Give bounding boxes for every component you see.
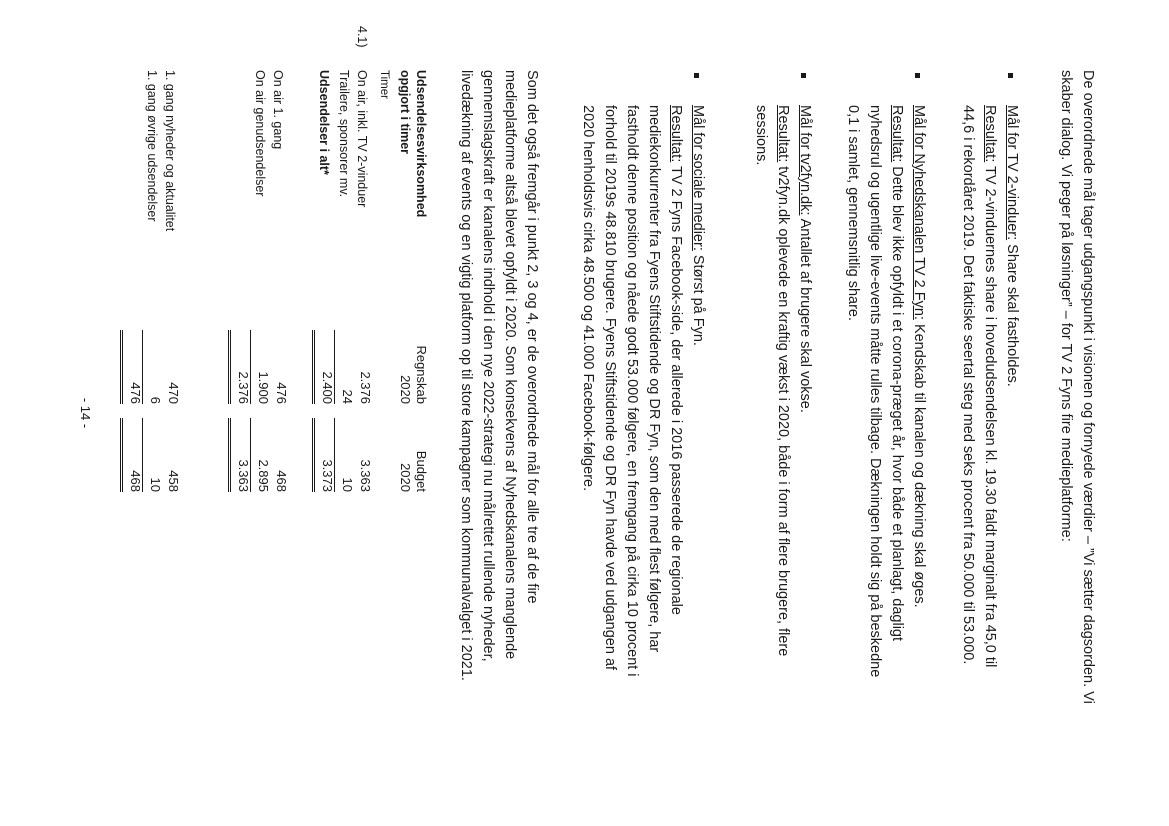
goal-tv2fyn-dk-title: Mål for tv2fyn.dk: Antallet af brugere skal vokse.	[797, 105, 813, 413]
table-cell-regnskab: 6	[148, 396, 163, 404]
goal-sociale-medier-result-cont: mediekonkurrenter fra Fyens Stiftstidende og DR Fyn, som den med flest følgere, har	[646, 105, 662, 653]
table-row-label: 1. gang øvrige udsendelser	[145, 70, 159, 222]
total-rule	[122, 418, 123, 492]
table-cell-budget: 468	[274, 470, 289, 492]
table-cell-regnskab: 24	[340, 389, 355, 404]
bullet-icon	[694, 73, 699, 78]
table-cell-regnskab: 476	[274, 382, 289, 404]
table-row-label: On air genudsendelser	[253, 70, 267, 197]
table-row-label-total: Udsendelser i alt*	[317, 70, 331, 175]
page-number: - 14 -	[78, 397, 93, 429]
goal-nyhedskanalen-result: Resultat: Dette blev ikke opfyldt i et corona-præget år, hvor både et planlagt, dagligt	[889, 105, 905, 642]
intro-line-2: skaber dialog. Vi peger på løsninger” – for TV 2 Fyns fire medieplatforme:	[1058, 70, 1074, 542]
table-row-label: On air 1. gang	[271, 70, 285, 150]
table-cell-budget: 10	[340, 477, 355, 492]
goal-sociale-medier-result: Resultat: TV 2 Fyns Facebook-side, der allerede i 2016 passerede de regionale	[668, 105, 684, 615]
summary-line: medieplatforme altså blevet opfyldt i 2020. Som konsekvens af Nyhedskanalens manglende	[502, 70, 518, 660]
goal-sociale-medier-result-cont: 2020 henholdsvis cirka 48.500 og 41.000 Facebook-følgere.	[580, 105, 596, 492]
goal-tv2-vinduer-result-cont: 44,6 i rekordåret 2019. Det faktiske seertal steg med seks procent fra 50.000 til 53.000.	[960, 105, 976, 665]
total-rule	[228, 330, 229, 404]
table-cell-regnskab: 470	[166, 382, 181, 404]
table-cell-regnskab: 2.376	[236, 371, 251, 404]
bullet-icon	[801, 73, 806, 78]
bullet-icon	[915, 73, 920, 78]
total-rule	[312, 330, 313, 404]
column-header-budget-year: 2020	[398, 463, 413, 492]
total-rule	[230, 330, 231, 404]
goal-sociale-medier-result-cont: fastholdt denne position og nåede godt 53.000 følgere, en fremgang på cirka 10 procent i	[624, 105, 640, 677]
goal-sociale-medier-result-cont: forhold til 2019s 48.810 brugere. Fyens Stiftstidende og DR Fyn havde ved udgangen af	[602, 105, 618, 671]
goal-tv2-vinduer-result: Resultat: TV 2-vinduernes share i hovedudsendelsen kl. 19.30 faldt marginalt fra 45,0 til	[982, 105, 998, 668]
column-header-regnskab: Regnskab	[414, 345, 429, 404]
bullet-icon	[1008, 73, 1013, 78]
table-cell-regnskab: 2.376	[358, 371, 373, 404]
intro-line-1: De overordnede mål tager udgangspunkt i visionen og fornyede værdier – ”Vi sætter dagsorden. Vi	[1080, 70, 1096, 704]
total-rule	[120, 418, 121, 492]
table-cell-budget: 3.363	[358, 459, 373, 492]
total-rule	[230, 418, 231, 492]
total-rule	[314, 330, 315, 404]
table-cell-budget: 3.373	[320, 459, 335, 492]
column-header-regnskab-year: 2020	[398, 375, 413, 404]
table-row-label: Trailere, sponsorer mv.	[337, 70, 351, 198]
goal-sociale-medier-title: Mål for sociale medier: Størst på Fyn.	[690, 105, 706, 346]
total-rule	[228, 418, 229, 492]
table-subheading: opgjort i timer	[398, 70, 412, 155]
total-rule	[312, 418, 313, 492]
goal-nyhedskanalen-title: Mål for Nyhedskanalen TV 2 Fyn: Kendskab til kanalen og dækning skal øges.	[911, 105, 927, 608]
table-cell-budget: 458	[166, 470, 181, 492]
table-row-label: On air, inkl. TV 2-vinduer	[355, 70, 369, 208]
summary-line: gennemslagskraft er kanalens indhold i den nye 2022-strategi nu målrettet rullende nyheder,	[480, 70, 496, 662]
note-reference: 4.1)	[355, 26, 369, 48]
table-cell-budget: 468	[128, 470, 143, 492]
goal-nyhedskanalen-result-cont: 0,1 i samlet, gennemsnitlig share.	[845, 105, 861, 321]
total-rule	[314, 418, 315, 492]
table-cell-budget: 10	[148, 477, 163, 492]
table-cell-regnskab: 476	[128, 382, 143, 404]
table-unit: Timer	[378, 70, 390, 99]
goal-tv2fyn-dk-result: Resultat: tv2fyn.dk oplevede en kraftig vækst i 2020, både i form af flere brugere, flere	[775, 105, 791, 657]
column-header-budget: Budget	[414, 450, 429, 492]
total-rule	[122, 330, 123, 404]
table-cell-budget: 2.895	[256, 459, 271, 492]
summary-line: livedækning af events og en vigtig platform op til store kampagner som kommunalvalget i 2021.	[458, 70, 474, 681]
goal-tv2fyn-dk-result-cont: sessions.	[753, 105, 769, 166]
summary-line: Som det også fremgår i punkt 2, 3 og 4, er de overordnede mål for alle tre af de fire	[524, 70, 540, 604]
table-cell-budget: 3.363	[236, 459, 251, 492]
total-rule	[120, 330, 121, 404]
table-row-label: 1. gang nyheder og aktualitet	[163, 70, 177, 232]
goal-nyhedskanalen-result-cont: nyhedsrul og ugentlige live-events måtte rulles tilbage. Dækningen holdt sig på beskedne	[867, 105, 883, 678]
table-cell-regnskab: 1.900	[256, 371, 271, 404]
table-heading: Udsendelsesvirksomhed	[414, 70, 428, 218]
goal-tv2-vinduer-title: Mål for TV 2-vinduer: Share skal fastholdes.	[1004, 105, 1020, 387]
table-cell-regnskab: 2.400	[320, 371, 335, 404]
